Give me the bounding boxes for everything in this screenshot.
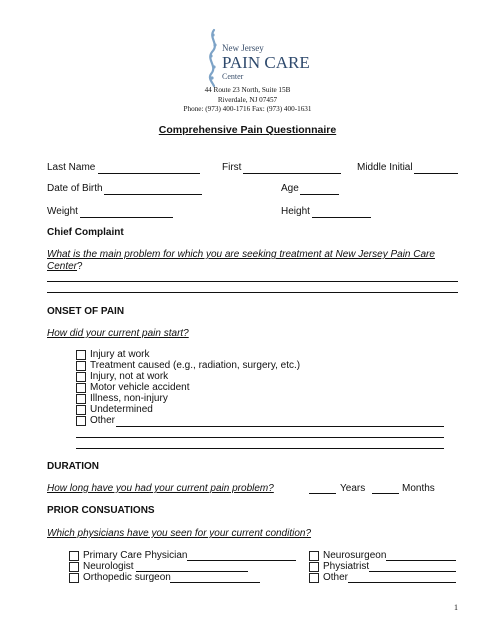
chief-complaint-question-line1: What is the main problem for which you are seeking treatment at New Jersey Pain Care	[47, 249, 435, 260]
chief-complaint-answer-line-2[interactable]	[47, 292, 458, 293]
onset-checkbox-treatment-caused[interactable]	[76, 361, 86, 371]
address-city: Riverdale, NJ 07457	[217, 95, 278, 104]
logo-line3: Center	[222, 72, 244, 81]
middle-initial-field[interactable]	[414, 173, 458, 174]
duration-months-field[interactable]	[372, 493, 399, 494]
onset-checkbox-other[interactable]	[76, 416, 86, 426]
chief-complaint-heading: Chief Complaint	[47, 227, 124, 238]
chief-complaint-answer-line-1[interactable]	[47, 281, 458, 282]
duration-years-label: Years	[340, 483, 366, 494]
chief-complaint-question-center: Center	[47, 261, 78, 272]
prior-question: Which physicians have you seen for your current condition?	[47, 528, 312, 539]
onset-other-line-3[interactable]	[76, 448, 444, 449]
dob-label: Date of Birth	[47, 183, 103, 194]
prior-checkbox-neurosurgeon[interactable]	[309, 551, 319, 561]
height-label: Height	[281, 206, 310, 217]
onset-option-injury-not-at-work: Injury, not at work	[90, 371, 169, 382]
duration-months-label: Months	[402, 483, 435, 494]
address-phone: Phone: (973) 400-1716 Fax: (973) 400-1631	[183, 105, 312, 114]
onset-checkbox-injury-at-work[interactable]	[76, 350, 86, 360]
chief-complaint-question-line2	[47, 261, 83, 272]
onset-option-other: Other	[90, 415, 116, 426]
onset-checkbox-illness[interactable]	[76, 394, 86, 404]
prior-option-physiatrist: Physiatrist	[323, 561, 370, 572]
dob-field[interactable]	[104, 194, 202, 195]
onset-option-motor-vehicle: Motor vehicle accident	[90, 382, 190, 393]
prior-option-orthopedic: Orthopedic surgeon	[83, 572, 171, 583]
logo-line2: PAIN CARE	[222, 53, 310, 72]
prior-option-other: Other	[323, 572, 349, 583]
prior-other-field[interactable]	[348, 582, 456, 583]
address-street: 44 Route 23 North, Suite 15B	[204, 86, 291, 94]
onset-option-injury-at-work: Injury at work	[90, 349, 150, 360]
logo-line1: New Jersey	[222, 43, 264, 53]
prior-checkbox-other[interactable]	[309, 573, 319, 583]
onset-heading: ONSET OF PAIN	[47, 306, 125, 317]
age-label: Age	[281, 183, 299, 194]
page-title: Comprehensive Pain Questionnaire	[158, 124, 337, 136]
last-name-label: Last Name	[47, 162, 96, 173]
weight-label: Weight	[47, 206, 78, 217]
first-name-field[interactable]	[243, 173, 341, 174]
address-block	[0, 86, 495, 115]
pain-care-logo	[200, 26, 310, 88]
onset-other-field[interactable]	[116, 426, 444, 427]
prior-option-neurologist: Neurologist	[83, 561, 134, 572]
weight-field[interactable]	[80, 217, 173, 218]
prior-checkbox-pcp[interactable]	[69, 551, 79, 561]
onset-option-treatment-caused: Treatment caused (e.g., radiation, surgery, etc.)	[90, 360, 301, 371]
duration-years-field[interactable]	[309, 493, 336, 494]
prior-pcp-field[interactable]	[187, 560, 296, 561]
duration-heading: DURATION	[47, 461, 100, 472]
middle-initial-label: Middle Initial	[357, 162, 413, 173]
duration-question: How long have you had your current pain problem?	[47, 483, 274, 494]
onset-option-illness: Illness, non-injury	[90, 393, 168, 404]
page-number: 1	[454, 603, 458, 612]
prior-checkbox-orthopedic[interactable]	[69, 573, 79, 583]
onset-question: How did your current pain start?	[47, 328, 189, 339]
onset-checkbox-injury-not-at-work[interactable]	[76, 372, 86, 382]
first-name-label: First	[222, 162, 242, 173]
prior-checkbox-physiatrist[interactable]	[309, 562, 319, 572]
prior-heading: PRIOR CONSUATIONS	[47, 505, 155, 516]
onset-checkbox-undetermined[interactable]	[76, 405, 86, 415]
prior-checkbox-neurologist[interactable]	[69, 562, 79, 572]
height-field[interactable]	[312, 217, 371, 218]
prior-physiatrist-field[interactable]	[369, 571, 456, 572]
onset-other-line-2[interactable]	[76, 437, 444, 438]
onset-option-undetermined: Undetermined	[90, 404, 153, 415]
prior-option-pcp: Primary Care Physician	[83, 550, 188, 561]
prior-orthopedic-field[interactable]	[170, 582, 260, 583]
age-field[interactable]	[300, 194, 339, 195]
last-name-field[interactable]	[98, 173, 200, 174]
prior-option-neurosurgeon: Neurosurgeon	[323, 550, 387, 561]
prior-neurosurgeon-field[interactable]	[386, 560, 456, 561]
chief-complaint-question-mark: ?	[77, 261, 83, 272]
onset-checkbox-motor-vehicle[interactable]	[76, 383, 86, 393]
